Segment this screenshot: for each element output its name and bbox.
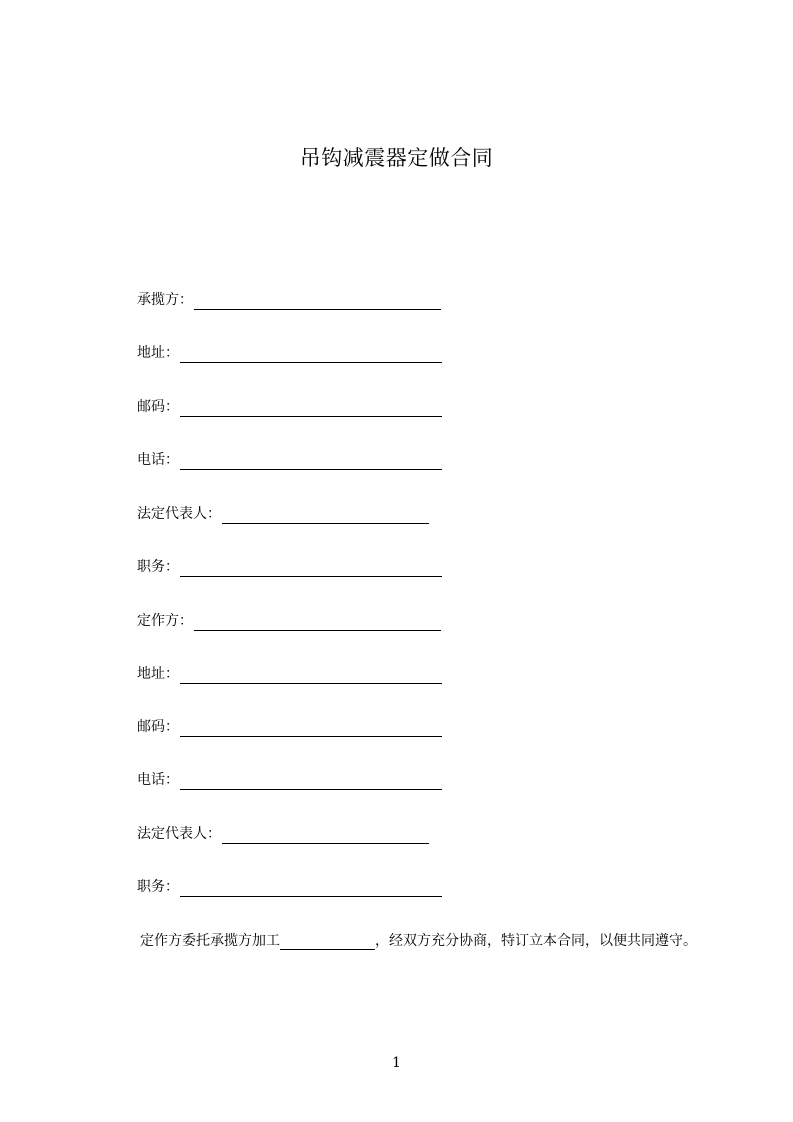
field-label: 法定代表人： [137,506,221,522]
field-label: 电话： [137,452,179,468]
field-label: 邮码： [137,399,179,415]
fill-blank[interactable] [222,827,429,844]
fill-blank[interactable] [194,293,441,310]
field-contractor-address [137,343,442,363]
field-contractor-phone [137,450,442,470]
field-orderer-position [137,877,442,897]
field-label: 邮码： [137,719,179,735]
field-label: 地址： [137,345,179,361]
fill-blank[interactable] [180,773,442,790]
fill-blank[interactable] [180,453,442,470]
field-label: 职务： [137,879,179,895]
fill-blank[interactable] [180,346,442,363]
paragraph-text-before: 定作方委托承揽方加工 [140,933,280,949]
field-label: 职务： [137,559,179,575]
field-contractor-position [137,557,442,577]
fill-blank[interactable] [180,400,442,417]
fill-blank[interactable] [180,667,442,684]
field-orderer-legal-rep [137,824,429,844]
fill-blank[interactable] [180,880,442,897]
page-number: 1 [392,1055,401,1071]
field-label: 定作方： [137,613,193,629]
contract-title: 吊钩减震器定做合同 [299,146,494,170]
field-orderer-address [137,664,442,684]
field-label: 承揽方： [137,292,193,308]
fill-blank[interactable] [194,614,441,631]
field-orderer-phone [137,770,442,790]
processed-item-blank[interactable] [280,933,375,950]
field-contractor-postcode [137,397,442,417]
paragraph-text-after: ，经双方充分协商，特订立本合同，以便共同遵守。 [375,933,697,949]
field-contractor-legal-rep [137,504,429,524]
fill-blank[interactable] [180,560,442,577]
field-contractor [137,290,441,310]
field-label: 法定代表人： [137,826,221,842]
field-label: 地址： [137,666,179,682]
field-orderer-postcode [137,717,442,737]
field-label: 电话： [137,772,179,788]
field-orderer [137,611,441,631]
contract-intro-paragraph [104,928,714,954]
fill-blank[interactable] [222,507,429,524]
fill-blank[interactable] [180,720,442,737]
